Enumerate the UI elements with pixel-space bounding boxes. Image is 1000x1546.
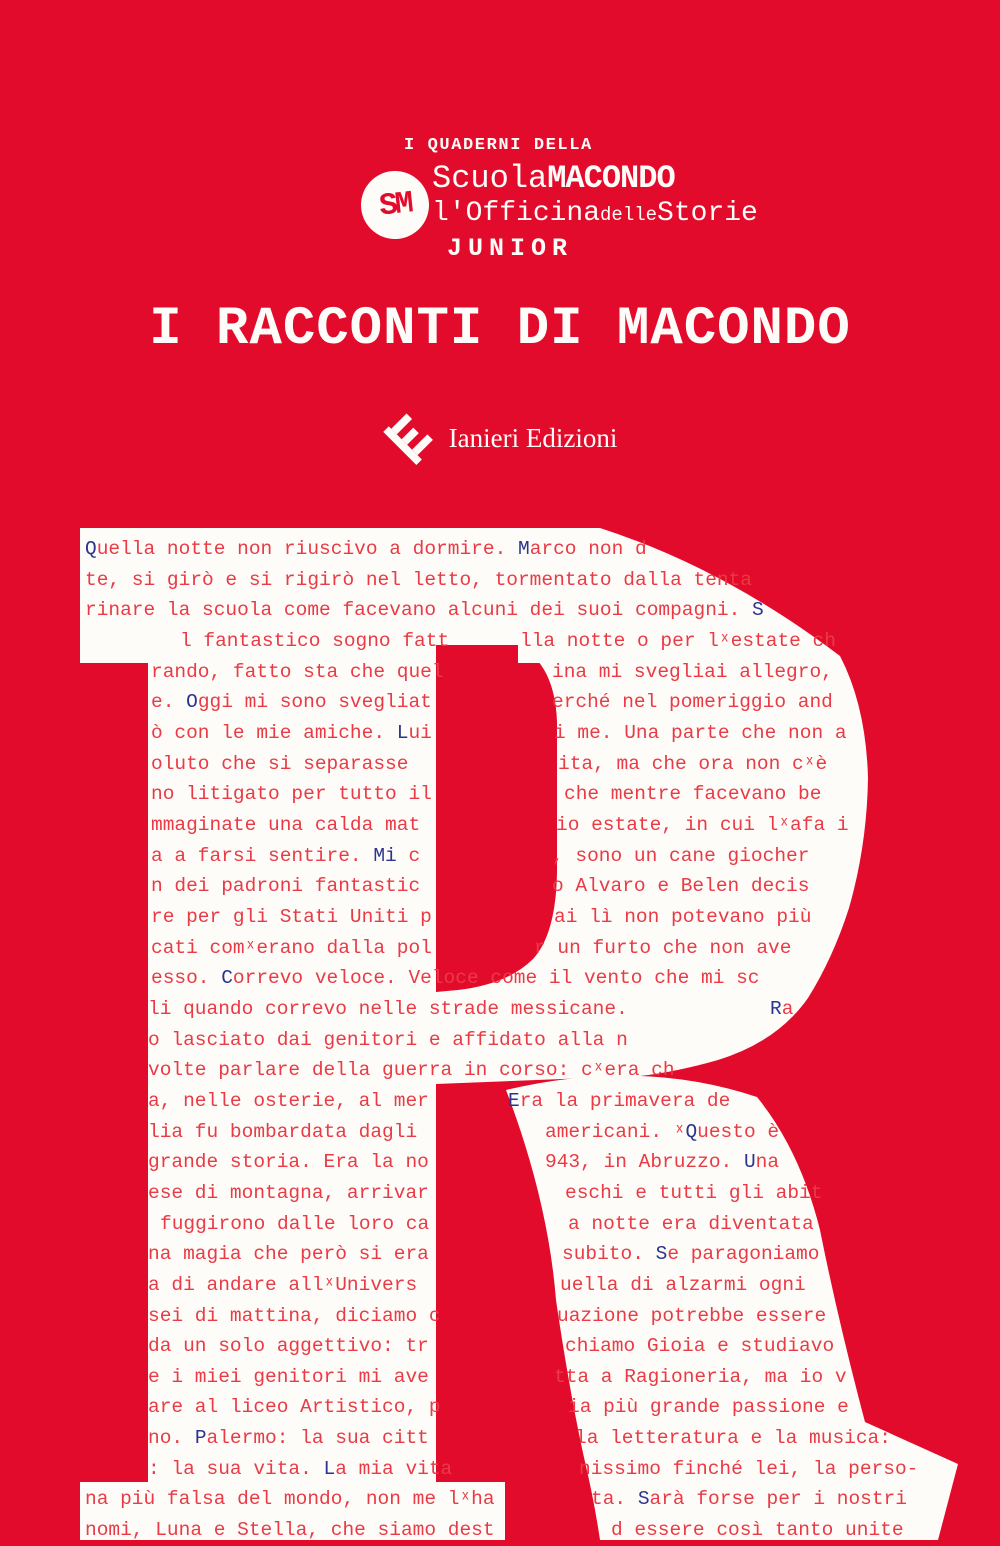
text-line: [0, 1086, 1000, 1117]
text-line: [0, 749, 1000, 780]
text-fragment: o lasciato dai genitori e affidato alla n: [148, 1029, 628, 1051]
text-line: [0, 810, 1000, 841]
tagline-storie: Storie: [657, 198, 758, 229]
text-fragment: d essere così tanto unite: [611, 1519, 904, 1541]
text-fragment: n dei padroni fantastic: [151, 875, 421, 897]
text-line: [0, 1301, 1000, 1332]
text-fragment: a notte era diventata: [568, 1213, 814, 1235]
text-line: [0, 1055, 1000, 1086]
text-fragment: r un furto che non ave: [534, 937, 792, 959]
text-fragment: fuggirono dalle loro ca: [160, 1213, 430, 1235]
text-fragment: uella di alzarmi ogni: [560, 1274, 806, 1296]
school-name: [432, 160, 675, 197]
text-fragment: rinare la scuola come facevano alcuni dei suoi compagni. S: [85, 599, 764, 621]
school-badge-initials: SM: [377, 185, 413, 225]
series-label: I QUADERNI DELLA: [404, 136, 593, 155]
text-line: [0, 1209, 1000, 1240]
tagline-officina: l'Officina: [432, 198, 601, 229]
text-fragment: grande storia. Era la no: [148, 1151, 429, 1173]
text-line: [0, 1270, 1000, 1301]
text-fragment: oluto che si separasse: [151, 753, 409, 775]
text-fragment: che mentre facevano be: [564, 783, 822, 805]
text-fragment: ese di montagna, arrivar: [148, 1182, 429, 1204]
text-fragment: ta. Sarà forse per i nostri: [591, 1488, 907, 1510]
text-fragment: i me. Una parte che non a: [554, 722, 847, 744]
text-line: [0, 1454, 1000, 1485]
text-line: [0, 1025, 1000, 1056]
text-line: [0, 718, 1000, 749]
text-fragment: ita, ma che ora non cˣè: [558, 753, 828, 775]
text-line: [0, 1239, 1000, 1270]
text-line: [0, 779, 1000, 810]
text-fragment: no. Palermo: la sua citt: [148, 1427, 429, 1449]
text-fragment: erché nel pomeriggio and: [552, 691, 833, 713]
text-fragment: eschi e tutti gli abit: [565, 1182, 823, 1204]
text-line: [0, 1392, 1000, 1423]
text-fragment: chiamo Gioia e studiavo: [565, 1335, 835, 1357]
text-fragment: uazione potrebbe essere: [557, 1305, 827, 1327]
text-line: [0, 902, 1000, 933]
text-fragment: a a farsi sentire. Mi c: [151, 845, 421, 867]
text-fragment: lla notte o per lˣestate ch: [520, 630, 836, 652]
text-fragment: a di andare allˣUnivers: [148, 1274, 418, 1296]
text-fragment: volte parlare della guerra in corso: cˣera ch: [148, 1059, 675, 1081]
text-fragment: io estate, in cui lˣafa i: [556, 814, 849, 836]
school-tagline: [432, 198, 758, 229]
text-fragment: la letteratura e la musica:: [575, 1427, 891, 1449]
text-fragment: ò con le mie amiche. Lui: [151, 722, 432, 744]
text-fragment: mmaginate una calda mat: [151, 814, 421, 836]
text-fragment: a, nelle osterie, al mer: [148, 1090, 429, 1112]
text-fragment: , sono un cane giocher: [552, 845, 810, 867]
text-line: [0, 1423, 1000, 1454]
text-fragment: ina mi svegliai allegro,: [552, 661, 833, 683]
text-line: [0, 963, 1000, 994]
text-line: [0, 595, 1000, 626]
text-line: [0, 841, 1000, 872]
text-fragment: Quella notte non riuscivo a dormire. Marco non d: [85, 538, 647, 560]
text-fragment: sei di mattina, diciamo c: [148, 1305, 441, 1327]
text-fragment: lia fu bombardata dagli: [148, 1121, 418, 1143]
text-fragment: : la sua vita. La mia vita: [148, 1458, 453, 1480]
text-line: [0, 933, 1000, 964]
text-fragment: l fantastico sogno fatt: [180, 630, 450, 652]
text-line: [0, 871, 1000, 902]
text-fragment: o Alvaro e Belen decis: [552, 875, 810, 897]
text-line: [0, 1331, 1000, 1362]
text-fragment: subito. Se paragoniamo: [562, 1243, 820, 1265]
tagline-delle: delle: [600, 204, 658, 226]
text-fragment: li quando correvo nelle strade messicane.: [148, 998, 628, 1020]
text-fragment: americani. ˣQuesto è: [545, 1121, 780, 1143]
text-line: [0, 1515, 1000, 1546]
text-fragment: Ra: [770, 998, 794, 1020]
text-fragment: e i miei genitori mi ave: [148, 1366, 429, 1388]
text-fragment: te, si girò e si rigirò nel letto, tormentato dalla tenta: [85, 569, 753, 591]
book-title: I RACCONTI DI MACONDO: [149, 299, 851, 360]
text-fragment: rando, fatto sta che quel: [151, 661, 444, 683]
text-fragment: tta a Ragioneria, ma io v: [554, 1366, 847, 1388]
text-line: [0, 565, 1000, 596]
text-fragment: e. Oggi mi sono svegliat: [151, 691, 432, 713]
text-fragment: ia più grande passione e: [568, 1396, 849, 1418]
text-fragment: nissimo finché lei, la perso-: [579, 1458, 919, 1480]
text-fragment: nomi, Luna e Stella, che siamo dest: [85, 1519, 495, 1541]
publisher-name: Ianieri Edizioni: [448, 422, 618, 453]
text-line: [0, 1362, 1000, 1393]
text-fragment: Era la primavera de: [508, 1090, 731, 1112]
text-line: [0, 626, 1000, 657]
text-fragment: esso. Correvo veloce. Veloce come il vento che mi sc: [151, 967, 760, 989]
text-fragment: re per gli Stati Uniti p: [151, 906, 432, 928]
text-line: [0, 994, 1000, 1025]
text-fragment: no litigato per tutto il: [151, 783, 432, 805]
text-fragment: na magia che però si era: [148, 1243, 429, 1265]
publisher-block: [0, 408, 1000, 468]
text-fragment: ai lì non potevano più: [554, 906, 812, 928]
school-name-bold: MACONDO: [547, 160, 675, 197]
text-line: [0, 687, 1000, 718]
text-line: [0, 1147, 1000, 1178]
text-line: [0, 1117, 1000, 1148]
text-fragment: cati comˣerano dalla pol: [151, 937, 432, 959]
publisher-monogram-icon: [383, 408, 435, 468]
school-name-regular: Scuola: [432, 160, 548, 197]
text-fragment: 943, in Abruzzo. Una: [545, 1151, 780, 1173]
text-fragment: na più falsa del mondo, non me lˣha: [85, 1488, 495, 1510]
text-fragment: are al liceo Artistico, p: [148, 1396, 441, 1418]
text-fragment: da un solo aggettivo: tr: [148, 1335, 429, 1357]
text-line: [0, 1178, 1000, 1209]
text-line: [0, 1484, 1000, 1515]
text-line: [0, 534, 1000, 565]
text-line: [0, 657, 1000, 688]
junior-label: JUNIOR: [447, 234, 574, 263]
